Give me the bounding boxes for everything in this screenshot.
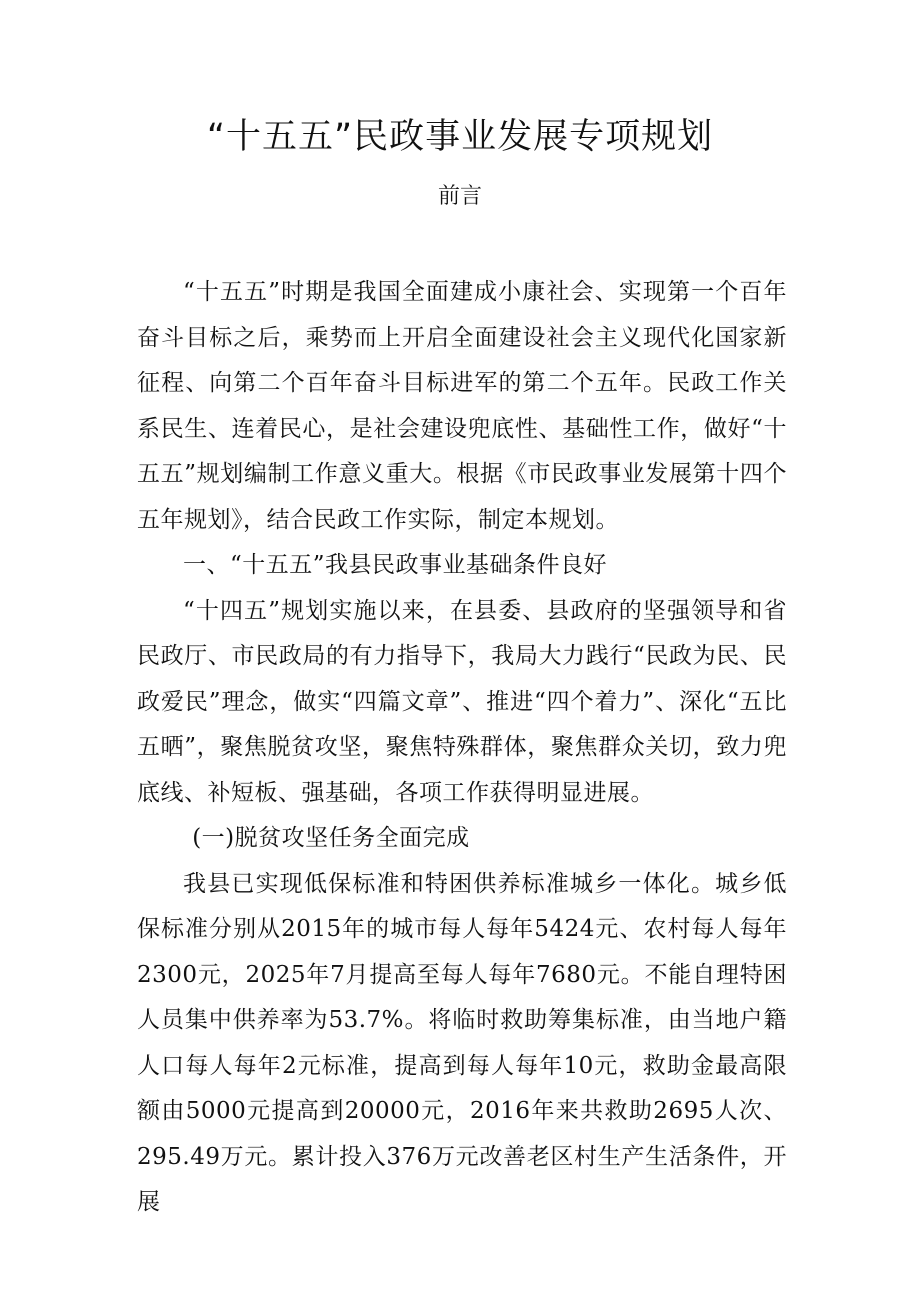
paragraph: “十五五”时期是我国全面建成小康社会、实现第一个百年奋斗目标之后，乘势而上开启全面建设社会主义现代化国家新征程、向第二个百年奋斗目标进军的第二个五年。民政工作关系民生、连着民心，是社会建设兜底性、基础性工作，做好“十五五”规划编制工作意义重大。根据《市民政事业发展第十四个五年规划》，结合民政工作实际，制定本规划。 [137,279,787,533]
paragraph: 我县已实现低保标准和特困供养标准城乡一体化。城乡低保标准分别从2015年的城市每人每年5424元、农村每人每年2300元，2025年7月提高至每人每年7680元。不能自理特困人员集中供养率为53.7%。将临时救助筹集标准，由当地户籍人口每人每年2元标准，提高到每人每年10元，救助金最高限额由5000元提高到20000元，2016年来共救助2695人次、295.49万元。累计投入376万元改善老区村生产生活条件，开展 [137,870,787,1215]
paragraph: “十四五”规划实施以来，在县委、县政府的坚强领导和省民政厅、市民政局的有力指导下，我局大力践行“民政为民、民政爱民”理念，做实“四篇文章”、推进“四个着力”、深化“五比五晒”，聚焦脱贫攻坚，聚焦特殊群体，聚焦群众关切，致力兜底线、补短板、强基础，各项工作获得明显进展。 [137,597,787,806]
document-title: “十五五”民政事业发展专项规划 [206,117,714,157]
section-heading: 一、“十五五”我县民政事业基础条件良好 [183,552,608,578]
document-subtitle: 前言 [437,184,482,209]
subsection-heading: (一)脱贫攻坚任务全面完成 [192,825,470,851]
document-body [137,270,787,1226]
